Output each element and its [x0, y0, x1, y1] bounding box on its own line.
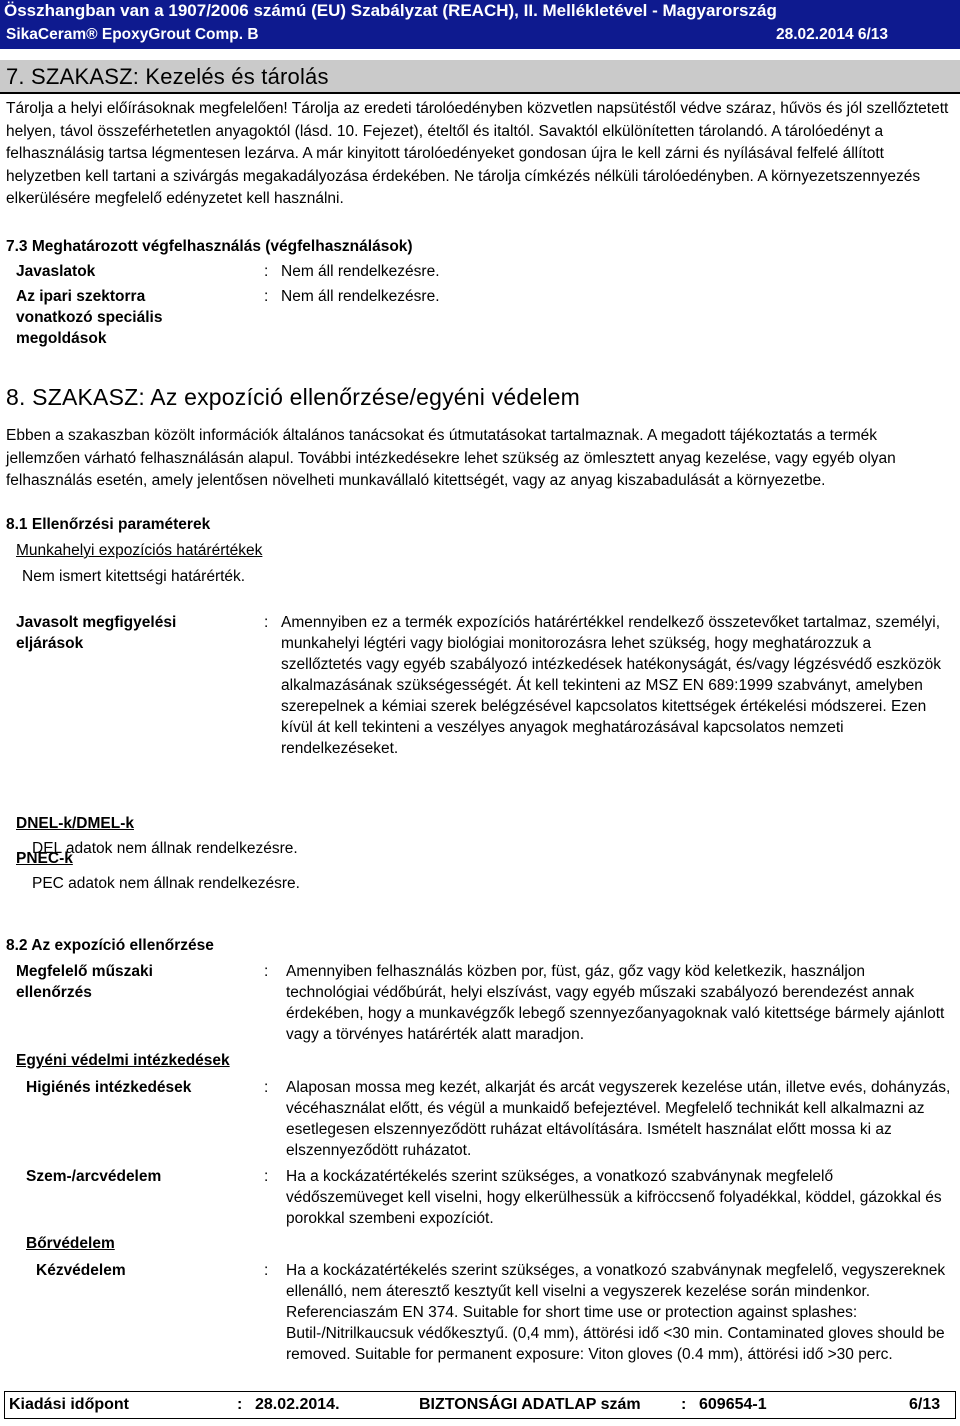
product-header-bar	[0, 21, 960, 49]
hand-protection-text: Ha a kockázatértékelés szerint szükséges, a vonatkozó szabványnak megfelelő, vegyszereknek ellenálló, nem áteresztő kesztyűt kell viselni a vegyszerek kezelése során mindenkor. Referenciaszám EN 374. Suitable for short time use or protection against splashes: Butil-/Nitrilkaucsuk védőkesztyű. (0,4 mm), áttörési idő <30 min. Contaminated gloves should be removed. Suitable for permanent exposure: Viton gloves (0.4 mm), áttörési idő >30 perc.	[286, 1262, 946, 1363]
colon: :	[681, 1396, 687, 1413]
footer-bar	[4, 1391, 956, 1419]
subsection-8-2-title: 8.2 Az expozíció ellenőrzése	[6, 937, 214, 954]
product-name: SikaCeram® EpoxyGrout Comp. B	[6, 26, 259, 43]
engineering-controls-text: Amennyiben felhasználás közben por, füst, gáz, gőz vagy köd keletkezik, használjon technológiai védőbúrát, helyi elszívást, vagy egyéb műszaki szabályozó berendezést annak érdekében, hogy a munkavégzők lebegő szennyezőanyagoknak való kitettsége bármely ajánlott vagy a törvényes határérték alatt maradjon.	[286, 963, 945, 1043]
industrial-solutions-label: Az ipari szektorra vonatkozó speciális megoldások	[16, 288, 163, 347]
regulation-header: Összhangban van a 1907/2006 számú (EU) Szabályzat (REACH), II. Mellékletével - Magyarország	[0, 0, 960, 21]
dnel-text: DEL adatok nem állnak rendelkezésre.	[32, 840, 298, 857]
subsection-8-1-title: 8.1 Ellenőrzési paraméterek	[6, 516, 211, 533]
footer-page-number: 6/13	[909, 1396, 941, 1413]
dnel-heading: DNEL-k/DMEL-k	[16, 815, 134, 832]
issue-date-value: 28.02.2014.	[255, 1396, 340, 1413]
sds-number-label: BIZTONSÁGI ADATLAP szám	[419, 1396, 641, 1413]
recommendations-value: Nem áll rendelkezésre.	[281, 263, 440, 280]
industrial-solutions-value: Nem áll rendelkezésre.	[281, 288, 440, 305]
hand-protection-label: Kézvédelem	[36, 1262, 126, 1279]
personal-protection-heading: Egyéni védelmi intézkedések	[16, 1052, 230, 1069]
colon: :	[264, 263, 269, 280]
pnec-text: PEC adatok nem állnak rendelkezésre.	[32, 875, 300, 892]
hygiene-label: Higiénés intézkedések	[26, 1079, 192, 1096]
skin-protection-heading: Bőrvédelem	[26, 1235, 115, 1252]
subsection-7-3-title: 7.3 Meghatározott végfelhasználás (végfelhasználások)	[6, 238, 413, 255]
header-date-page: 28.02.2014 6/13	[776, 26, 889, 43]
sds-number-value: 609654-1	[699, 1396, 767, 1413]
eye-protection-label: Szem-/arcvédelem	[26, 1168, 162, 1185]
monitoring-text: Amennyiben ez a termék expozíciós határértékkel rendelkező összetevőket tartalmaz, személyi, munkahelyi légtéri vagy biológiai monitorozásra lehet szükség, hogy meghatározzuk a szellőztetés vagy egyéb szabályozó intézkedések hatékonyságát, és/vagy légzésvédő eszközök alkalmazásának szükségességét. Át kell tekinteni az MSZ EN 689:1999 szabványt, amelyben szerepelnek a kémiai szerek belégzésével kapcsolatos kitettségek értékelési módszerei. Ezen kívül át kell tekinteni a veszélyes anyagok meghatározásával kapcsolatos nemzeti rendelkezéseket.	[281, 614, 941, 757]
issue-date-label: Kiadási időpont	[9, 1396, 129, 1413]
colon: :	[264, 1262, 269, 1279]
workplace-limits-text: Nem ismert kitettségi határérték.	[22, 568, 246, 585]
monitoring-label: Javasolt megfigyelési eljárások	[16, 614, 177, 652]
colon: :	[264, 288, 269, 305]
pnec-heading: PNEC-k	[16, 850, 73, 867]
section-7-title: 7. SZAKASZ: Kezelés és tárolás	[0, 60, 960, 94]
colon: :	[264, 963, 269, 980]
workplace-limits-heading: Munkahelyi expozíciós határértékek	[16, 542, 263, 559]
section-8-title: 8. SZAKASZ: Az expozíció ellenőrzése/egyéni védelem	[6, 384, 580, 410]
recommendations-label: Javaslatok	[16, 263, 96, 280]
section-8-intro: Ebben a szakaszban közölt információk általános tanácsokat és útmutatásokat tartalmaznak. A megadott tájékoztatás a termék jellemzően várható felhasználásán alapul. További intézkedésekre lehet szükség az ömlesztett anyag kezelése, vagy egyéb olyan felhasználás esetén, amely jelentősen növelheti munkavállaló kitettségét, vagy az anyag kiszabadulását a környezetbe.	[6, 427, 896, 489]
hygiene-text: Alaposan mossa meg kezét, alkarját és arcát vegyszerek kezelése után, illetve evés, dohányzás, vécéhasználat előtt, és végül a munkaidő befejeztével. Megfelelő technikát kell alkalmazni az esetlegesen elszennyeződött ruházat eltávolítására. Ismételt használat előtt mossa ki az elszennyeződött ruházatot.	[286, 1079, 951, 1159]
colon: :	[264, 1168, 269, 1185]
colon: :	[237, 1396, 243, 1413]
colon: :	[264, 614, 269, 631]
engineering-controls-label: Megfelelő műszaki ellenőrzés	[16, 963, 153, 1001]
eye-protection-text: Ha a kockázatértékelés szerint szükséges, a vonatkozó szabványnak megfelelő védőszemüveget kell viselni, hogy elkerülhessük a kifröccsenő folyadékkal, köddel, gázokkal és porokkal szembeni expozíciót.	[286, 1168, 942, 1227]
colon: :	[264, 1079, 269, 1096]
storage-text: Tárolja a helyi előírásoknak megfelelően! Tárolja az eredeti tárolóedényben közvetlen napsütéstől védve száraz, hűvös és jól szellőztetett helyen, távol összeférhetetlen anyagoktól (lásd. 10. Fejezet), ételtől és italtól. Savaktól elkülönítetten tárolandó. A tárolóedényt a felhasználásig tartsa légmentesen lezárva. A már kinyitott tárolóedényeket gondosan újra le kell zárni és nyílásával felfelé állított helyzetben kell tartani a szivárgás megakadályozása érdekében. Ne tárolja címkézés nélküli tárolóedényben. A környezetszennyezés elkerülésére megfelelő edényzetet kell használni.	[6, 100, 949, 207]
